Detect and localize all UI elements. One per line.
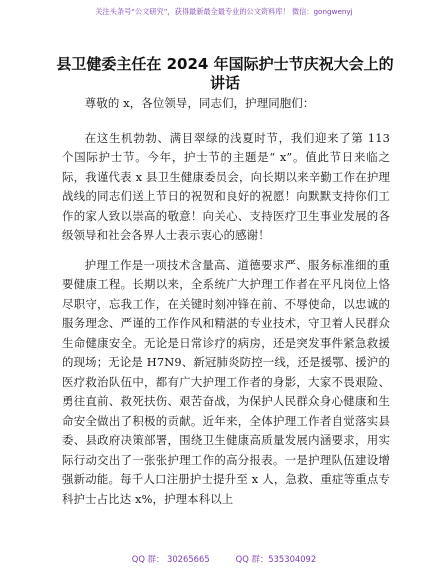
qq-group-1: QQ 群： 30265665 (131, 554, 210, 564)
promo-banner: 关注头条号“公文研究”，获得最新最全最专业的公文资料库！ 微信：gongwenyj (95, 7, 353, 16)
body-paragraph: 在这生机勃勃、满目翠绿的浅夏时节，我们迎来了第 113 个国际护士节。今年，护士节的主题是“ x”。值此节日来临之际，我谨代表 x 县卫生健康委员会，向长期以来辛勤工作在护理战线的同志们送上节日的祝贺和良好的祝愿！向默默支持你们工作的家人致以崇高的敬意！向关心、支持医疗卫生事业发展的各级领导和社会各界人士表示衷心的感谢！ (62, 130, 390, 242)
footer-contact (0, 553, 448, 565)
qq-group-2: QQ 群：535304092 (235, 554, 317, 564)
document-title: 县卫健委主任在 2024 年国际护士节庆祝大会上的讲话 (56, 55, 394, 92)
greeting-paragraph: 尊敬的 x，各位领导，同志们，护理同胞们： (84, 96, 315, 110)
document-body (62, 94, 390, 519)
body-paragraph: 护理工作是一项技术含量高、道德要求严、服务标准细的重要健康工程。长期以来，全系统广大护理工作者在平凡岗位上恪尽职守，忘我工作，在关键时刻冲锋在前、不辱使命，以忠诚的服务理念、严谨的工作作风和精湛的专业技术，守卫着人民群众生命健康安全。无论是日常诊疗的病房，还是突发事件紧急救援的现场；无论是 H7N9、新冠肺炎防控一线，还是援鄂、援沪的医疗救治队伍中，都有广大护理工作者的身影，大家不畏艰险、勇往直前、救死扶伤、艰苦奋战，为保护人民群众身心健康和生命安全做出了积极的贡献。近年来，全体护理工作者自觉落实县委、县政府决策部署，围绕卫生健康高质量发展内涵要求，用实际行动交出了一张张护理工作的高分报表。一是护理队伍建设增强新动能。每千人口注册护士提升至 x 人，急救、重症等重点专科护士占比达 x%，护理本科以上 (62, 257, 390, 506)
